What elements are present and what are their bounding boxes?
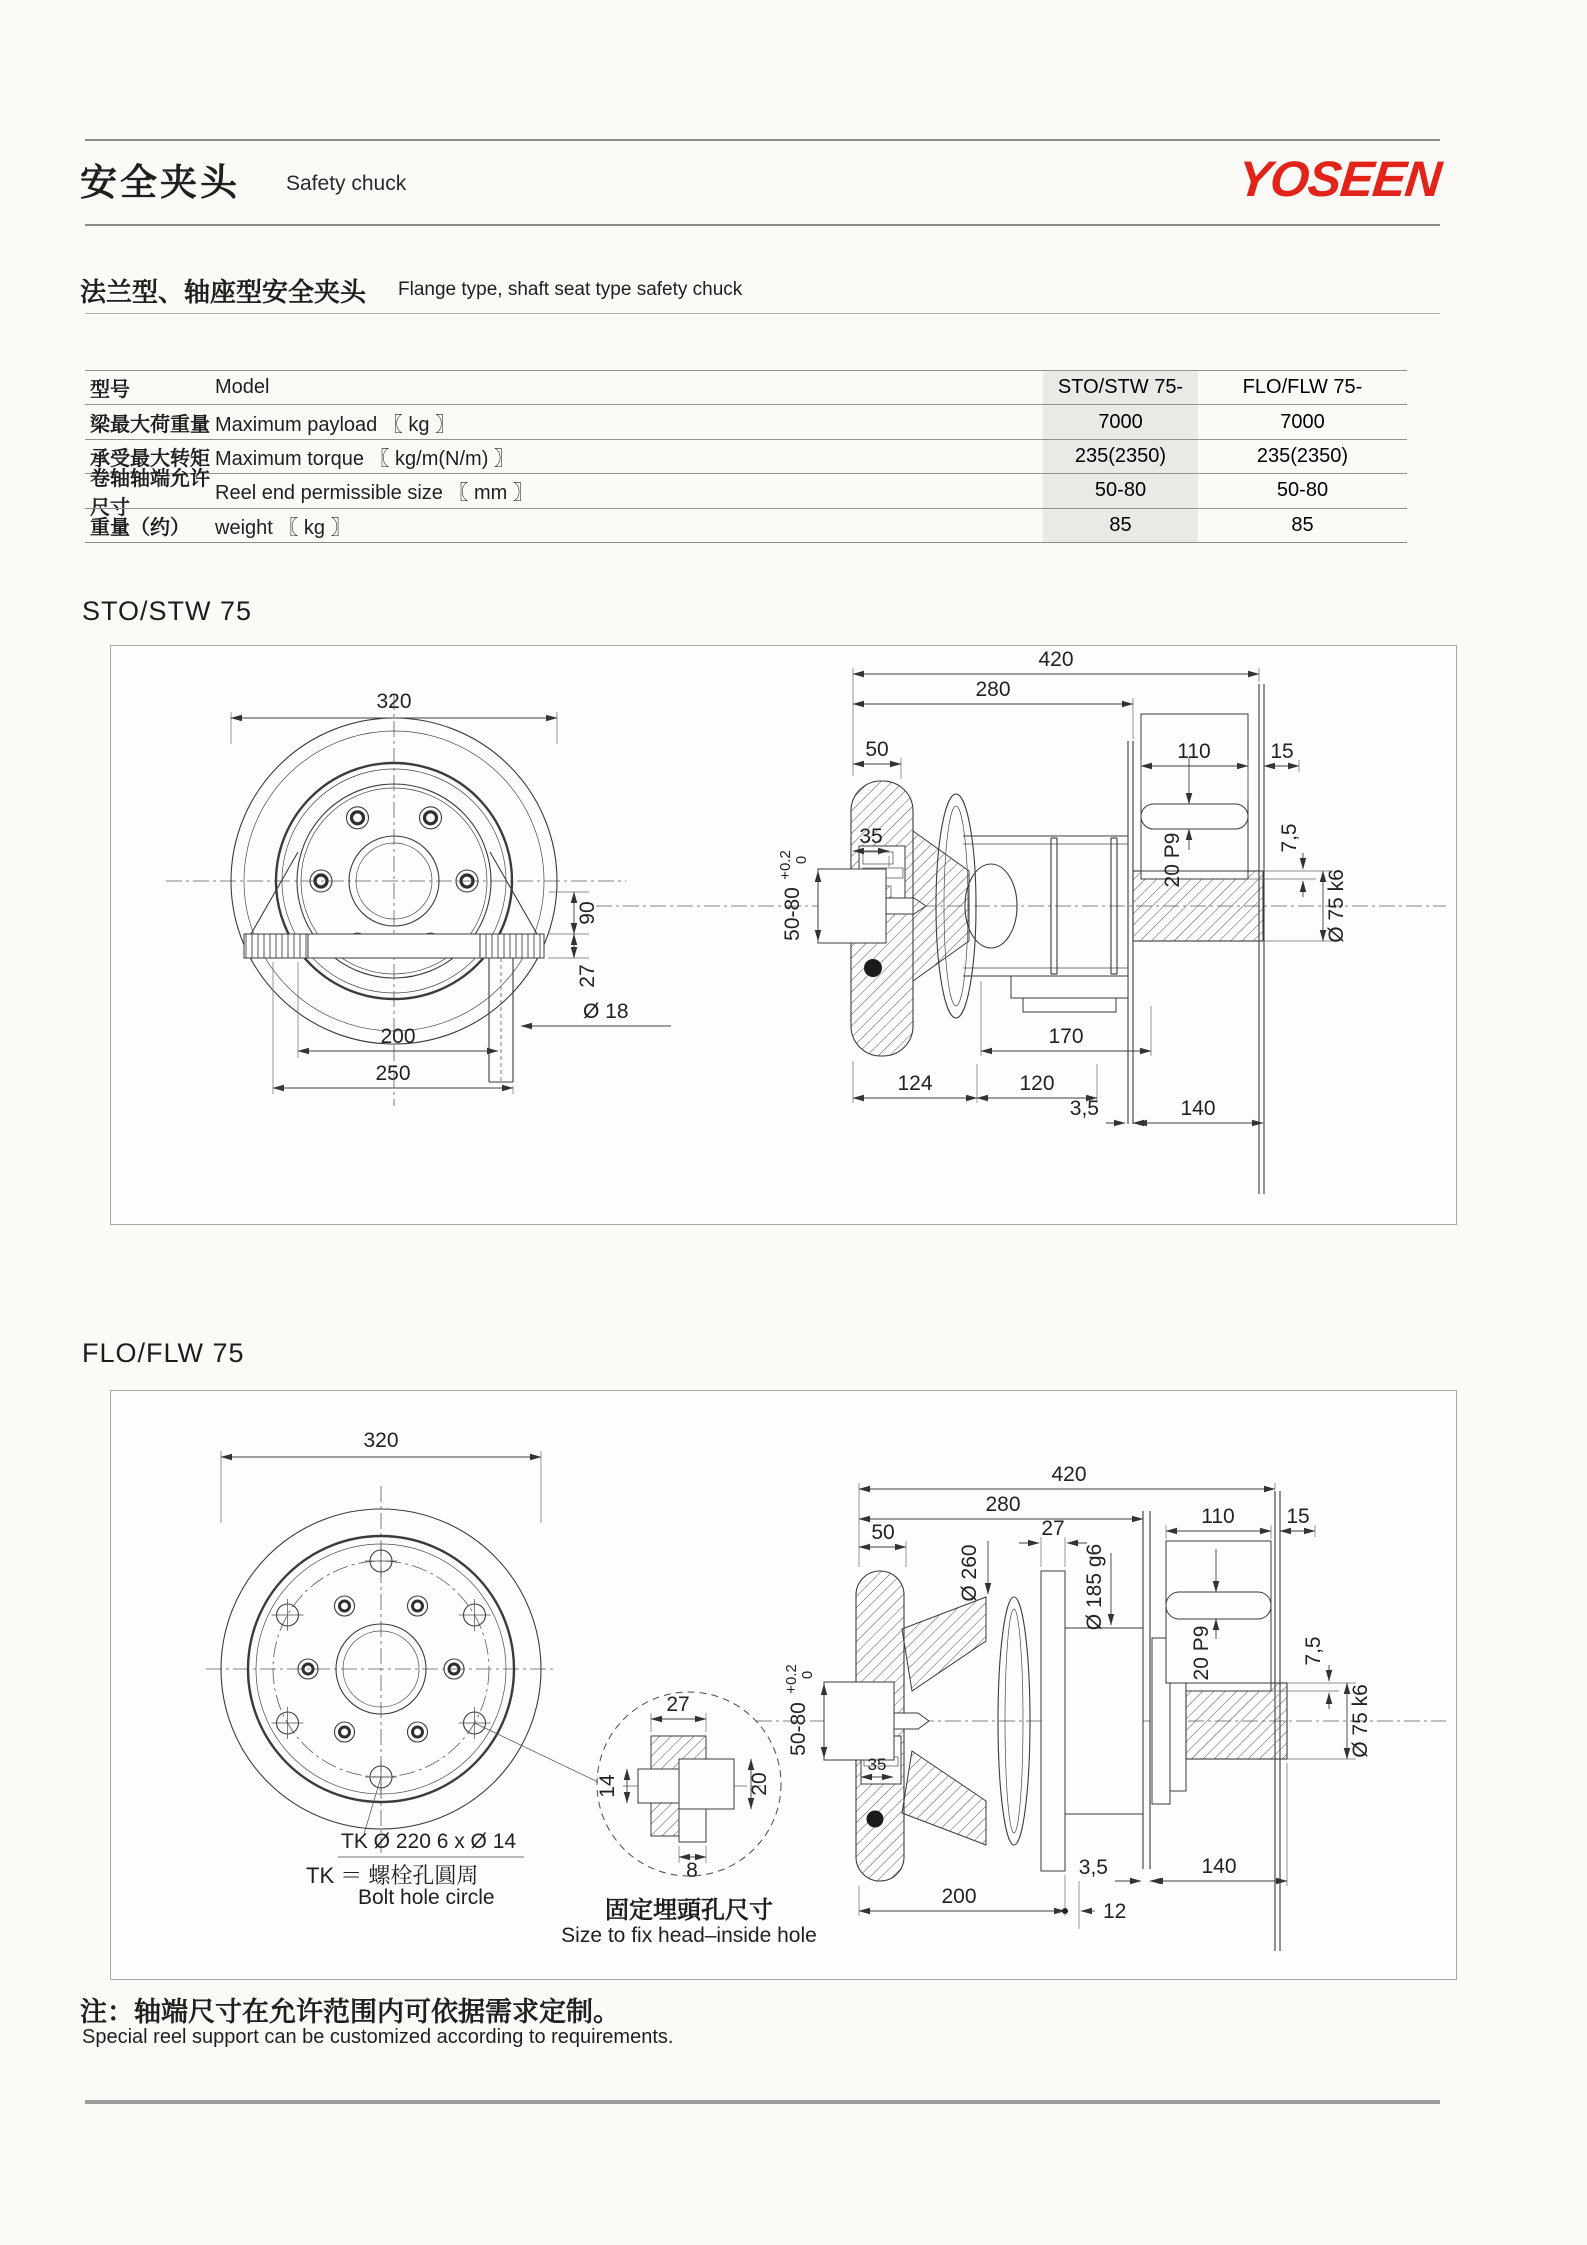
dim-280: 280 <box>975 678 1011 701</box>
row-label-cn: 承受最大转矩 <box>90 447 210 470</box>
table-row <box>85 508 1407 542</box>
dim-15: 15 <box>1270 740 1294 763</box>
dim-7-5: 7,5 <box>1302 1636 1325 1666</box>
value-flo: 235(2350) <box>1256 444 1349 467</box>
value-flo: FLO/FLW 75- <box>1242 376 1363 399</box>
dim-260: Ø 260 <box>958 1544 981 1602</box>
subtitle-rule <box>85 313 1440 314</box>
dim-110: 110 <box>1177 740 1211 763</box>
row-label-en: Reel end permissible size 〖 mm 〗 <box>215 482 533 505</box>
section-heading-flo: FLO/FLW 75 <box>82 1338 245 1368</box>
note-en: Special reel support can be customized according to requirements. <box>82 2026 674 2048</box>
table-row <box>85 370 1407 404</box>
dim-185g6: Ø 185 g6 <box>1083 1543 1106 1631</box>
dim-124: 124 <box>897 1072 933 1095</box>
dim-75k6: Ø 75 k6 <box>1325 869 1348 943</box>
drawing-panel-sto <box>110 645 1457 1225</box>
header-bottom-rule <box>85 224 1440 226</box>
dim-200: 200 <box>380 1025 416 1048</box>
row-label-cn: 卷轴轴端允许尺寸 <box>90 467 210 519</box>
dim-8: 8 <box>686 1859 698 1882</box>
top-rule <box>85 139 1440 141</box>
dim-50: 50 <box>865 738 889 761</box>
lock-pin-dot <box>867 1811 884 1828</box>
value-sto: 235(2350) <box>1074 444 1167 467</box>
dim-35: 35 <box>859 825 883 848</box>
row-label-cn: 重量（约） <box>90 516 190 539</box>
dim-170: 170 <box>1048 1025 1084 1048</box>
drawing-panel-flo <box>110 1390 1457 1980</box>
row-label-cn: 型号 <box>90 379 130 402</box>
spec-table <box>85 370 1407 543</box>
row-label-en: Model <box>215 376 270 399</box>
row-label-en: weight 〖 kg 〗 <box>215 516 351 539</box>
dim-35: 35 <box>867 1755 887 1774</box>
dim-75k6: Ø 75 k6 <box>1349 1684 1372 1758</box>
table-row <box>85 467 1407 519</box>
dim-20p9: 20 P9 <box>1161 832 1184 888</box>
dim-200: 200 <box>941 1885 977 1908</box>
sto-side-view <box>596 648 1446 1194</box>
value-sto: 50-80 <box>1094 479 1147 502</box>
row-label-en: Maximum payload 〖 kg 〗 <box>215 413 456 436</box>
value-flo: 7000 <box>1280 410 1325 433</box>
flo-front-view <box>206 1429 598 1909</box>
dim-3-5: 3,5 <box>1078 1856 1108 1879</box>
dim-320: 320 <box>363 1429 399 1452</box>
page-title-cn: 安全夹头 <box>80 162 240 203</box>
flo-detail-view <box>561 1692 817 1947</box>
dim-50-80: 50-80 <box>781 887 804 941</box>
dim-420: 420 <box>1051 1463 1087 1486</box>
dim-50-80-tol-lo: 0 <box>793 855 810 865</box>
dim-12: 12 <box>1103 1900 1127 1923</box>
table-row <box>85 404 1407 438</box>
dim-320: 320 <box>376 690 412 713</box>
sto-front-view <box>166 690 671 1106</box>
tk-label-cn: TK ＝ 螺栓孔圓周 <box>306 1863 479 1888</box>
row-label-en: Maximum torque 〖 kg/m(N/m) 〗 <box>215 447 514 470</box>
dim-27: 27 <box>666 1693 690 1716</box>
footer-rule <box>85 2100 1440 2104</box>
dim-o18: Ø 18 <box>583 1000 629 1023</box>
page-title-en: Safety chuck <box>286 172 407 195</box>
dim-20p9: 20 P9 <box>1190 1625 1213 1681</box>
dim-27: 27 <box>1041 1517 1065 1540</box>
tk-label-en: Bolt hole circle <box>358 1886 495 1909</box>
value-sto: 85 <box>1109 513 1132 536</box>
dim-50-80-tol-hi: +0.2 <box>783 1664 800 1694</box>
section-heading-sto: STO/STW 75 <box>82 596 253 626</box>
dim-7-5: 7,5 <box>1278 823 1301 853</box>
flo-side-view <box>756 1463 1446 1951</box>
dim-250: 250 <box>375 1062 411 1085</box>
dim-110: 110 <box>1201 1505 1235 1528</box>
subtitle-cn: 法兰型、轴座型安全夹头 <box>80 277 367 307</box>
dim-140: 140 <box>1201 1855 1237 1878</box>
lock-pin-dot <box>864 959 882 977</box>
subtitle-en: Flange type, shaft seat type safety chuck <box>398 279 743 300</box>
dim-50-80-tol-hi: +0.2 <box>777 850 794 880</box>
dim-50: 50 <box>871 1521 895 1544</box>
sto-drawing <box>111 646 1456 1224</box>
dim-15: 15 <box>1286 1505 1310 1528</box>
dim-20: 20 <box>748 1772 771 1796</box>
dim-14: 14 <box>596 1774 619 1798</box>
detail-caption-en: Size to fix head–inside hole <box>561 1924 817 1947</box>
dim-50-80: 50-80 <box>787 1702 810 1756</box>
dim-90: 90 <box>576 901 599 925</box>
value-flo: 50-80 <box>1276 479 1329 502</box>
dim-50-80-tol-lo: 0 <box>799 1670 816 1680</box>
tk-spec: TK Ø 220 6 x Ø 14 <box>341 1830 517 1853</box>
dim-3-5: 3,5 <box>1069 1097 1099 1120</box>
row-label-cn: 梁最大荷重量 <box>90 413 210 436</box>
table-row <box>85 439 1407 473</box>
value-sto: 7000 <box>1098 410 1143 433</box>
dim-140: 140 <box>1180 1097 1216 1120</box>
dim-280: 280 <box>985 1493 1021 1516</box>
dim-27: 27 <box>576 964 599 988</box>
flo-drawing <box>111 1391 1456 1979</box>
dim-420: 420 <box>1038 648 1074 671</box>
value-sto: STO/STW 75- <box>1057 376 1184 399</box>
note-cn: 注：轴端尺寸在允许范围内可依据需求定制。 <box>80 1997 620 2027</box>
dim-120: 120 <box>1019 1072 1055 1095</box>
detail-caption-cn: 固定埋頭孔尺寸 <box>605 1897 773 1924</box>
brand-logo: YOSEEN <box>1234 151 1443 207</box>
value-flo: 85 <box>1291 513 1314 536</box>
